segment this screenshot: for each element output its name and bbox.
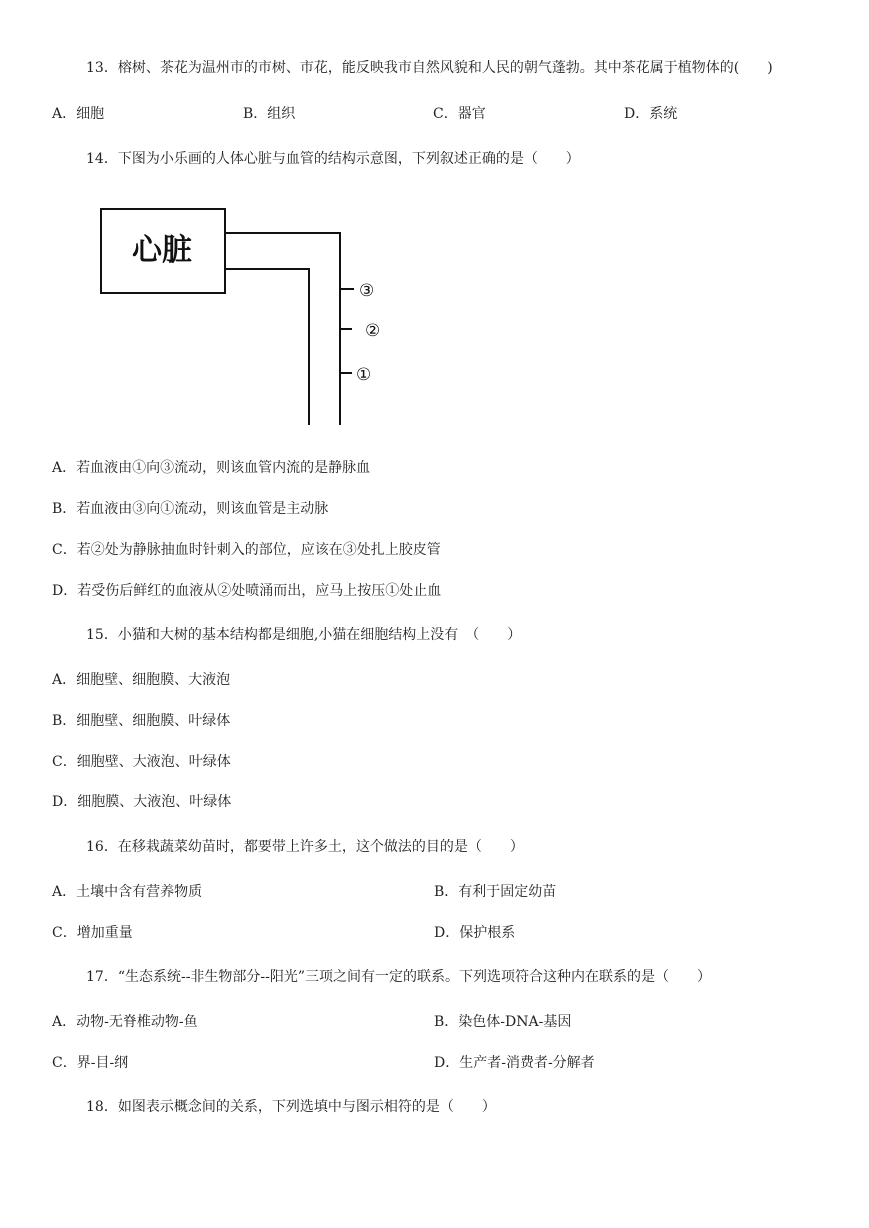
q13-option-c: C．器官 — [433, 106, 486, 122]
q14-option-d: D．若受伤后鲜红的血液从②处喷涌而出，应马上按压①处止血 — [52, 583, 442, 599]
vessel-inner-wall — [225, 269, 309, 425]
question-18-stem: 18．如图表示概念间的关系，下列选填中与图示相符的是（ ） — [86, 1099, 496, 1115]
question-17-stem: 17．“生态系统--非生物部分--阳光”三项之间有一定的联系。下列选项符合这种内在联系的是（ ） — [86, 969, 712, 985]
q13-option-d: D．系统 — [624, 106, 678, 122]
q13-option-a: A．细胞 — [52, 106, 105, 122]
marker-1-label: ① — [356, 365, 372, 385]
q15-option-d: D．细胞膜、大液泡、叶绿体 — [52, 794, 232, 810]
q15-option-c: C．细胞壁、大液泡、叶绿体 — [52, 754, 231, 770]
question-14-stem: 14．下图为小乐画的人体心脏与血管的结构示意图，下列叙述正确的是（ ） — [86, 151, 580, 167]
q16-option-b: B．有利于固定幼苗 — [434, 884, 557, 900]
q17-option-a: A．动物-无脊椎动物-鱼 — [52, 1014, 198, 1030]
q17-option-b: B．染色体-DNA-基因 — [434, 1014, 572, 1030]
marker-3-label: ③ — [359, 281, 375, 301]
question-16-stem: 16．在移栽蔬菜幼苗时，都要带上许多土，这个做法的目的是（ ） — [86, 839, 524, 855]
vessel-outer-wall — [225, 233, 340, 425]
marker-2-label: ② — [365, 321, 381, 341]
q16-option-a: A．土壤中含有营养物质 — [52, 884, 203, 900]
q14-option-b: B．若血液由③向①流动，则该血管是主动脉 — [52, 501, 329, 517]
q13-option-b: B．组织 — [243, 106, 296, 122]
heart-vessel-diagram — [96, 205, 396, 431]
q16-option-c: C．增加重量 — [52, 925, 133, 941]
question-15-stem: 15．小猫和大树的基本结构都是细胞,小猫在细胞结构上没有 （ ） — [86, 627, 522, 643]
question-13-stem: 13．榕树、茶花为温州市的市树、市花，能反映我市自然风貌和人民的朝气蓬勃。其中茶花属于植物体的( ) — [86, 60, 773, 76]
q17-option-d: D．生产者-消费者-分解者 — [434, 1055, 595, 1071]
q15-option-b: B．细胞壁、细胞膜、叶绿体 — [52, 713, 231, 729]
q14-option-a: A．若血液由①向③流动，则该血管内流的是静脉血 — [52, 460, 371, 476]
q14-option-c: C．若②处为静脉抽血时针刺入的部位，应该在③处扎上胶皮管 — [52, 542, 441, 558]
heart-label: 心脏 — [132, 233, 192, 268]
q17-option-c: C．界-目-纲 — [52, 1055, 129, 1071]
q15-option-a: A．细胞壁、细胞膜、大液泡 — [52, 672, 231, 688]
q16-option-d: D．保护根系 — [434, 925, 516, 941]
